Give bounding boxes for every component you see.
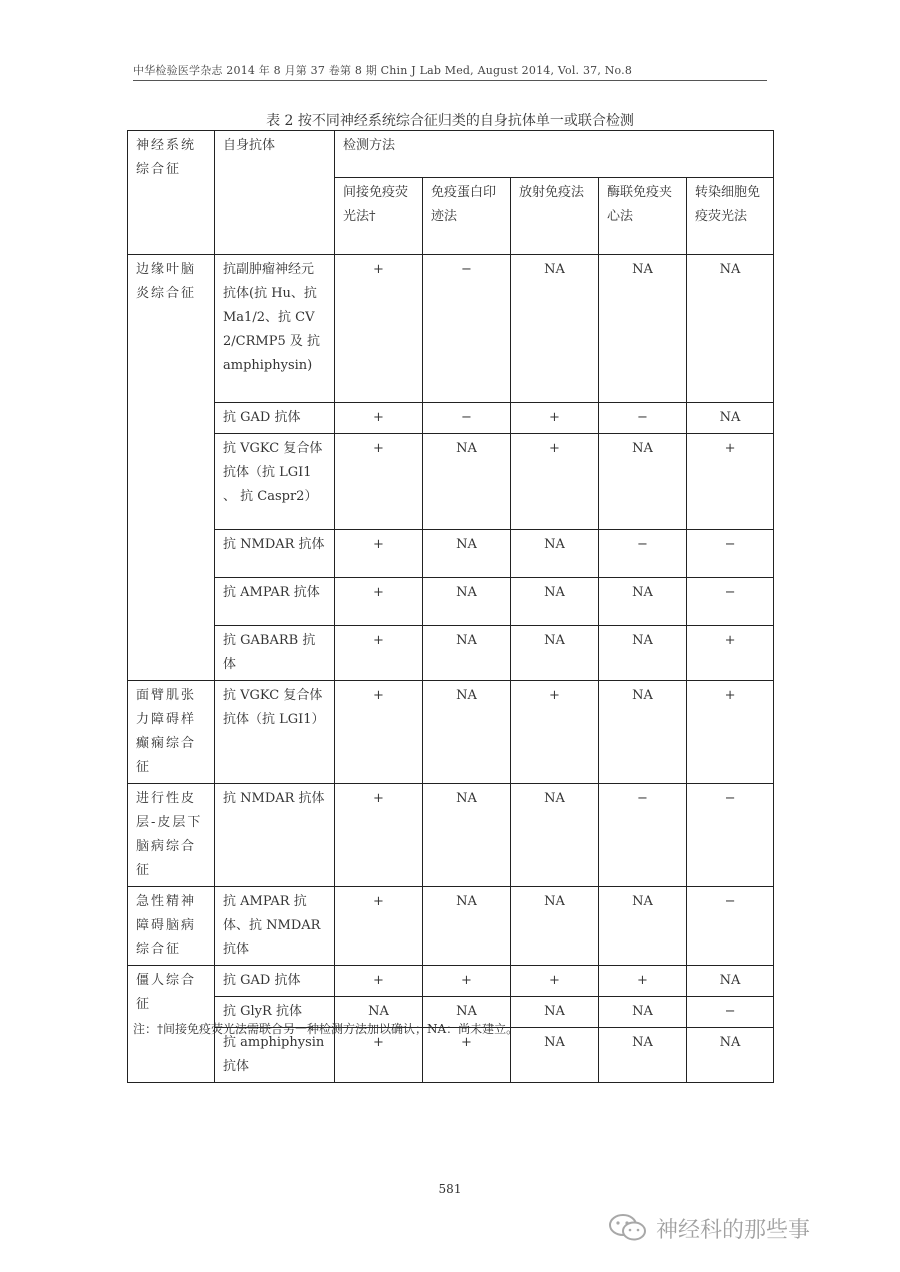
antibody-cell: 抗 AMPAR 抗体、抗 NMDAR 抗体: [215, 887, 335, 966]
method-result-cell: +: [511, 681, 599, 784]
method-result-cell: NA: [687, 1028, 774, 1083]
table-row: [128, 578, 774, 626]
antibody-cell: 抗 GABARB 抗体: [215, 626, 335, 681]
method-result-cell: NA: [511, 578, 599, 626]
method-result-cell: −: [599, 784, 687, 887]
antibody-cell: 抗 GAD 抗体: [215, 966, 335, 997]
method-result-cell: −: [423, 403, 511, 434]
table-row: [128, 255, 774, 403]
antibody-cell: 抗 VGKC 复合体抗体（抗 LGI1 、 抗 Caspr2）: [215, 434, 335, 530]
method-result-cell: +: [511, 966, 599, 997]
method-result-cell: NA: [423, 681, 511, 784]
header-syndrome: 神经系统综合征: [128, 131, 215, 255]
method-result-cell: NA: [335, 997, 423, 1028]
method-result-cell: +: [335, 966, 423, 997]
table-row: [128, 434, 774, 530]
method-result-cell: +: [687, 626, 774, 681]
method-result-cell: −: [687, 997, 774, 1028]
method-result-cell: NA: [599, 626, 687, 681]
method-result-cell: NA: [423, 434, 511, 530]
table-body: [128, 255, 774, 1083]
method-result-cell: NA: [423, 887, 511, 966]
method-result-cell: −: [423, 255, 511, 403]
method-result-cell: NA: [599, 578, 687, 626]
method-result-cell: NA: [511, 1028, 599, 1083]
method-result-cell: NA: [599, 1028, 687, 1083]
antibody-cell: 抗 NMDAR 抗体: [215, 530, 335, 578]
syndrome-cell: 进行性皮层-皮层下脑病综合征: [128, 784, 215, 887]
method-result-cell: NA: [511, 997, 599, 1028]
table-row: [128, 784, 774, 887]
method-result-cell: −: [687, 530, 774, 578]
antibody-table: [127, 130, 774, 1083]
method-result-cell: NA: [423, 997, 511, 1028]
method-result-cell: NA: [511, 530, 599, 578]
table-row: [128, 966, 774, 997]
method-result-cell: NA: [511, 784, 599, 887]
method-result-cell: NA: [599, 681, 687, 784]
method-result-cell: NA: [423, 784, 511, 887]
method-result-cell: +: [335, 434, 423, 530]
page-number: 581: [438, 1182, 462, 1196]
method-result-cell: +: [687, 681, 774, 784]
syndrome-cell: 僵人综合征: [128, 966, 215, 1083]
method-result-cell: +: [335, 530, 423, 578]
header-method-immunoblot: 免疫蛋白印迹法: [423, 178, 511, 255]
method-result-cell: NA: [511, 887, 599, 966]
method-result-cell: −: [599, 530, 687, 578]
method-result-cell: +: [335, 681, 423, 784]
method-result-cell: +: [335, 403, 423, 434]
antibody-cell: 抗 NMDAR 抗体: [215, 784, 335, 887]
method-result-cell: NA: [599, 434, 687, 530]
method-result-cell: NA: [599, 887, 687, 966]
method-result-cell: −: [687, 784, 774, 887]
method-result-cell: +: [599, 966, 687, 997]
table-footnote: 注：†间接免疫荧光法需联合另一种检测方法加以确认；NA：尚未建立。: [133, 1022, 519, 1036]
running-header: 中华检验医学杂志 2014 年 8 月第 37 卷第 8 期 Chin J Lab Med, August 2014, Vol. 37, No.8: [133, 64, 633, 77]
antibody-cell: 抗 amphiphysin 抗体: [215, 1028, 335, 1083]
header-method-elisa: 酶联免疫夹心法: [599, 178, 687, 255]
method-result-cell: NA: [423, 626, 511, 681]
header-methods: 检测方法: [335, 131, 774, 178]
watermark-text: 神经科的那些事: [656, 1217, 811, 1243]
method-result-cell: +: [423, 1028, 511, 1083]
table-row: [128, 403, 774, 434]
method-result-cell: +: [423, 966, 511, 997]
method-result-cell: NA: [687, 255, 774, 403]
method-result-cell: NA: [511, 626, 599, 681]
header-method-ria: 放射免疫法: [511, 178, 599, 255]
syndrome-cell: 急性精神障碍脑病综合征: [128, 887, 215, 966]
method-result-cell: −: [687, 887, 774, 966]
table-row: [128, 887, 774, 966]
antibody-cell: 抗 VGKC 复合体抗体（抗 LGI1）: [215, 681, 335, 784]
method-result-cell: +: [335, 887, 423, 966]
header-antibody: 自身抗体: [215, 131, 335, 255]
method-result-cell: +: [511, 434, 599, 530]
method-result-cell: −: [599, 403, 687, 434]
method-result-cell: NA: [423, 578, 511, 626]
method-result-cell: NA: [687, 403, 774, 434]
syndrome-cell: 面臂肌张力障碍样癫痫综合征: [128, 681, 215, 784]
antibody-cell: 抗副肿瘤神经元抗体(抗 Hu、抗 Ma1/2、抗 CV2/CRMP5 及 抗 amphiphysin): [215, 255, 335, 403]
antibody-cell: 抗 GAD 抗体: [215, 403, 335, 434]
watermark: [608, 1212, 810, 1244]
method-result-cell: −: [687, 578, 774, 626]
syndrome-cell: 边缘叶脑炎综合征: [128, 255, 215, 681]
antibody-cell: 抗 GlyR 抗体: [215, 997, 335, 1028]
method-result-cell: NA: [423, 530, 511, 578]
antibody-cell: 抗 AMPAR 抗体: [215, 578, 335, 626]
method-result-cell: +: [335, 578, 423, 626]
method-result-cell: +: [335, 784, 423, 887]
method-result-cell: +: [687, 434, 774, 530]
header-method-ifa: 间接免疫荧光法†: [335, 178, 423, 255]
method-result-cell: NA: [599, 997, 687, 1028]
method-result-cell: +: [335, 1028, 423, 1083]
table-row: [128, 626, 774, 681]
table-row: [128, 530, 774, 578]
method-result-cell: +: [335, 626, 423, 681]
method-result-cell: +: [511, 403, 599, 434]
method-result-cell: NA: [511, 255, 599, 403]
header-method-cba: 转染细胞免疫荧光法: [687, 178, 774, 255]
table-caption: 表 2 按不同神经系统综合征归类的自身抗体单一或联合检测: [266, 113, 634, 129]
method-result-cell: NA: [599, 255, 687, 403]
table-row: [128, 681, 774, 784]
wechat-logo-icon: [608, 1213, 648, 1243]
method-result-cell: NA: [687, 966, 774, 997]
header-rule: [133, 80, 767, 81]
method-result-cell: +: [335, 255, 423, 403]
